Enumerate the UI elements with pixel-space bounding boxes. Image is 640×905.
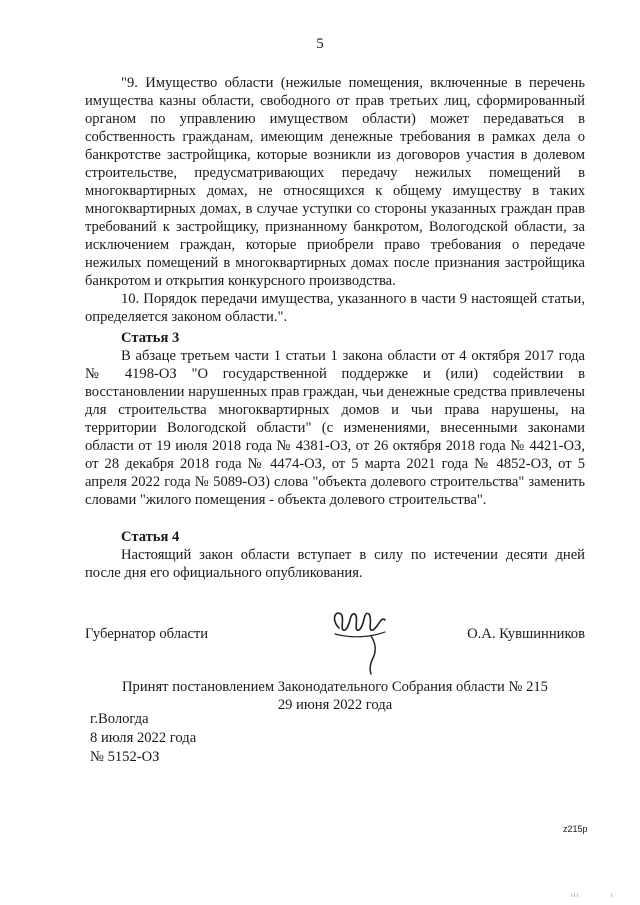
law-date: 8 июля 2022 года bbox=[90, 730, 197, 746]
adoption-line-2: 29 июня 2022 года bbox=[277, 697, 393, 713]
part-9-paragraph: "9. Имущество области (нежилые помещения, включенные в перечень имущества казны области, свободного от прав третьих лиц, сформированный органом по управлению имуществом области) может передаваться в собственность гражданам, имеющим денежные требования в рамках дела о банкротстве застройщика, которые возникли из договоров участия в долевом строительстве, предусматривающих передачу нежилых помещений в многоквартирных домах, не относящихся к общему имуществу в таких многоквартирных домах, в случае уступки со стороны указанных граждан прав требований к застройщику, признанному банкротом, Вологодской области, за исключением граждан, которые приобрели право требования о передаче нежилых помещений в многоквартирных домах после признания застройщика банкротом и открытия конкурсного производства. bbox=[85, 75, 585, 289]
place-date-block bbox=[90, 710, 196, 767]
article-3 bbox=[85, 329, 585, 509]
document-code: z215p bbox=[563, 824, 588, 834]
article-4-paragraph: Настоящий закон области вступает в силу по истечении десяти дней после дня его официального опубликования. bbox=[85, 547, 585, 581]
article-4 bbox=[85, 528, 585, 582]
law-number: № 5152-ОЗ bbox=[90, 749, 160, 765]
corner-mark-left: ııı bbox=[571, 893, 580, 899]
governor-title: Губернатор области bbox=[85, 626, 209, 642]
city: г.Вологда bbox=[90, 711, 149, 727]
governor-name: О.А. Кувшинников bbox=[467, 626, 585, 642]
article-3-paragraph: В абзаце третьем части 1 статьи 1 закона области от 4 октября 2017 года № 4198-ОЗ "О государственной поддержке и (или) содействии в восстановлении нарушенных прав граждан, чьи денежные средства привлечены для строительства многоквартирных домов и чьи права нарушены, на территории Вологодской области" (с изменениями, внесенными законами области от 19 июля 2018 года № 4381-ОЗ, от 26 октября 2018 года № 4421-ОЗ, от 28 декабря 2018 года № 4474-ОЗ, от 5 марта 2021 года № 4852-ОЗ, от 5 апреля 2022 года № 5089-ОЗ) слова "объекта долевого строительства" заменить словами "жилого помещения - объекта долевого строительства". bbox=[85, 348, 585, 508]
article-3-heading: Статья 3 bbox=[121, 330, 180, 346]
handwritten-signature bbox=[325, 598, 395, 678]
part-10-paragraph: 10. Порядок передачи имущества, указанного в части 9 настоящей статьи, определяется законом области.". bbox=[85, 291, 585, 325]
article-4-heading: Статья 4 bbox=[121, 529, 180, 545]
page-number: 5 bbox=[316, 36, 324, 52]
adoption-line-1: Принят постановлением Законодательного Собрания области № 215 bbox=[122, 679, 548, 695]
adoption-note bbox=[85, 678, 585, 714]
article-2-continuation bbox=[85, 74, 585, 326]
corner-mark-right: ı bbox=[611, 893, 613, 899]
